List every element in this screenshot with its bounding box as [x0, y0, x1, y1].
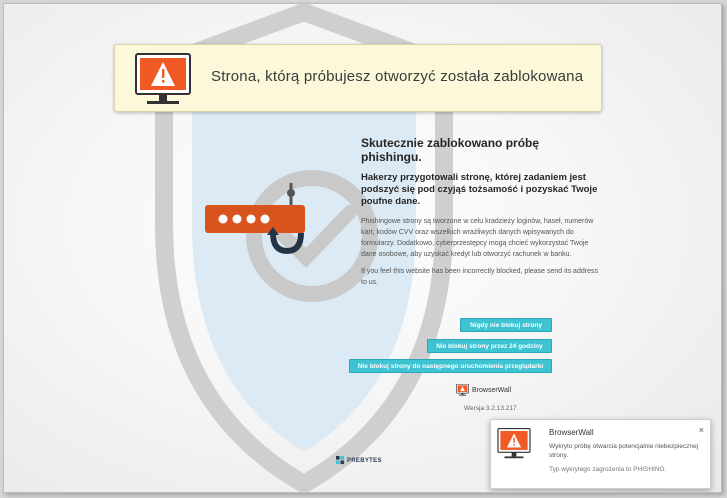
page-heading: Skutecznie zablokowano próbę phishingu.: [361, 136, 540, 164]
monitor-warning-icon: [456, 384, 469, 396]
monitor-warning-icon: [497, 428, 531, 460]
blocked-page: [3, 3, 722, 493]
message-content: [361, 136, 601, 294]
toast-message: Wykryto próbę otwarcia potencjalnie niebezpiecznej strony.: [549, 443, 699, 459]
never-block-button[interactable]: Nigdy nie blokuj strony: [460, 318, 552, 332]
prebytes-logo: [336, 456, 382, 465]
unblock-until-restart-button[interactable]: Nie blokuj strony do następnego uruchomienia przeglądarki: [349, 359, 552, 373]
vendor-name: PREBYTES: [347, 457, 382, 464]
router-icon: [201, 179, 311, 259]
toast-detail: Typ wykrytego zagrożenia to PHISHING.: [549, 466, 667, 473]
phishing-description: Phishingowe strony są tworzone w celu kradzieży loginów, haseł, numerów kart, kodów CVV oraz wszelkich wrażliwych danych wpisywanych do formularzy. Dodatkowo, cyberprzestępcy mogą chcieć wykorzystać Twoje dane osobowe, aby uzyskać kredyt lub otworzyć rachunek w banku.: [361, 218, 594, 258]
toast-title: BrowserWall: [549, 428, 594, 437]
monitor-warning-icon: [135, 53, 191, 107]
notification-toast[interactable]: [490, 419, 711, 489]
close-icon[interactable]: ×: [698, 425, 704, 435]
page-subheading: Hakerzy przygotowali stronę, której zadaniem jest podszyć się pod czyjąś tożsamość i pozyskać Twoje poufne dane.: [361, 172, 598, 207]
prebytes-icon: [336, 456, 345, 465]
block-banner: [114, 44, 602, 112]
brand-name: BrowserWall: [472, 386, 512, 394]
report-text: If you feel this website has been incorrectly blocked, please send its address to us.: [361, 268, 598, 286]
browserwall-brand: [456, 384, 511, 396]
banner-title: Strona, którą próbujesz otworzyć została zablokowana: [211, 68, 584, 85]
version-label: Wersja 3.2.13.217: [464, 405, 517, 412]
unblock-24h-button[interactable]: Nie blokuj strony przez 24 godziny: [427, 339, 552, 353]
